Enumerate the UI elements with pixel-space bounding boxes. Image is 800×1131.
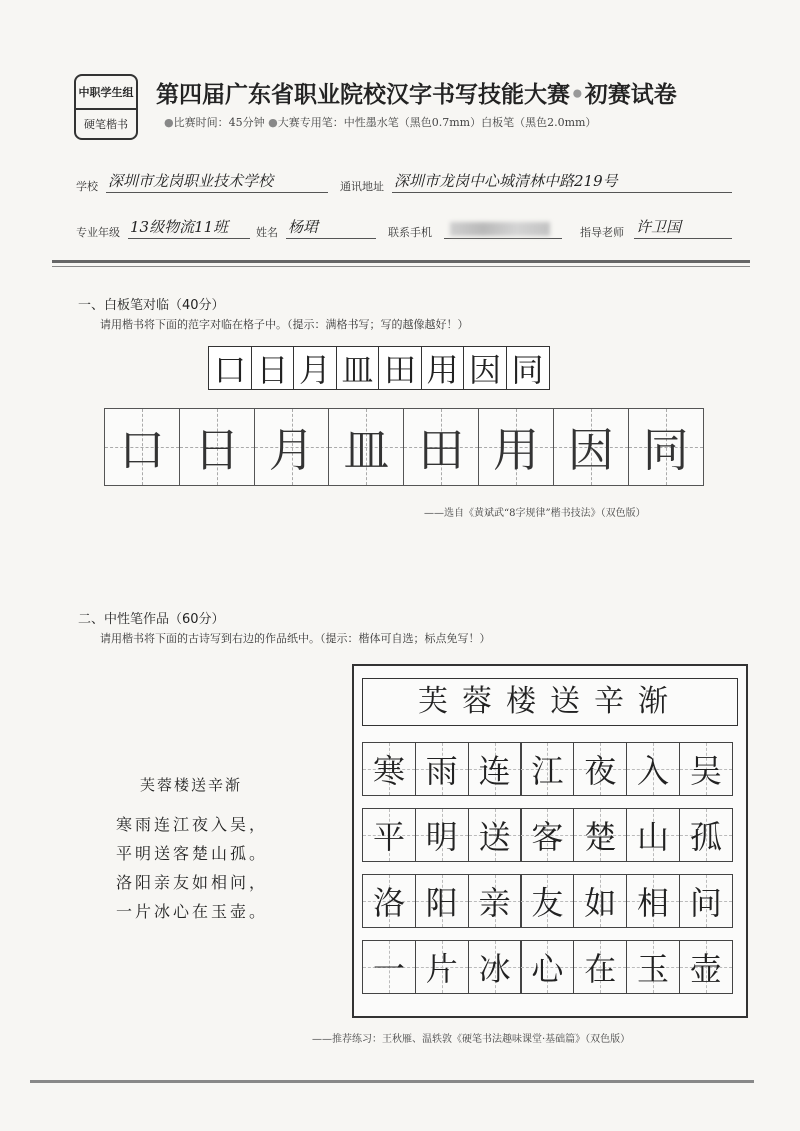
name-label: 姓名 [256,226,278,239]
work-cell [520,874,574,928]
school-label: 学校 [76,180,98,193]
group-badge [74,74,138,140]
work-paper-title: 芙蓉楼送辛渐 [362,678,738,726]
work-char: 冰 [478,950,511,988]
work-char: 江 [531,752,564,790]
poem-line: 一片冰心在玉壶。 [116,902,269,921]
work-cell [415,874,469,928]
model-char-cell: 皿 [336,346,380,390]
model-char-cell: 口 [208,346,252,390]
work-char: 夜 [584,752,617,790]
exam-rules [164,114,596,130]
work-cell [415,940,469,994]
practice-char: 因 [567,423,614,477]
work-char: 亲 [478,884,511,922]
bullet-icon: ● [268,116,278,129]
practice-char: 日 [193,423,240,477]
work-char: 心 [531,950,564,988]
grade-field: 13级物流11班 [128,216,250,239]
work-cell [362,874,416,928]
phone-label: 联系手机 [388,226,432,239]
section2-instructions: 请用楷书将下面的古诗写到右边的作品纸中。（提示：楷体可自选；标点免写！） [100,632,491,645]
header-divider-thin [52,266,750,267]
recommend-reading: ——推荐练习：王秋雁、温轶敦《硬笔书法趣味课堂·基础篇》（双色版） [312,1034,631,1045]
practice-cell [179,408,255,486]
work-cell [573,808,627,862]
work-char: 洛 [372,884,405,922]
section2-title: 二、中性笔作品（60分） [78,612,225,627]
work-char: 壶 [689,950,722,988]
work-cell [679,940,733,994]
work-cell [362,940,416,994]
work-cell [679,808,733,862]
school-field: 深圳市龙岗职业技术学校 [106,170,328,193]
phone-field [444,220,562,239]
poem-line: 平明送客楚山孤。 [116,844,269,863]
work-char: 友 [531,884,564,922]
practice-char: 皿 [343,423,390,477]
work-cell [362,742,416,796]
section1-title: 一、白板笔对临（40分） [78,298,225,313]
title-main: 第四届广东省职业院校汉字书写技能大赛 [156,82,570,108]
work-cell [520,808,574,862]
model-char-cell: 用 [421,346,465,390]
work-cell [573,742,627,796]
practice-char: 田 [418,423,465,477]
work-cell [468,874,522,928]
name-field: 杨珺 [286,216,376,239]
bullet-icon: ● [164,116,174,129]
work-cell [468,742,522,796]
model-char-cell: 因 [463,346,507,390]
exam-time: 比赛时间：45分钟 [173,116,265,129]
work-cell [626,940,680,994]
practice-char: 同 [642,423,689,477]
work-cell [415,808,469,862]
teacher-field: 许卫国 [634,216,732,239]
model-char-cell: 同 [506,346,550,390]
poem-text [116,810,268,926]
poem-line: 寒雨连江夜入吴， [116,815,269,834]
work-char: 一 [372,950,405,988]
work-cell [415,742,469,796]
work-char: 寒 [372,752,405,790]
work-char: 客 [531,818,564,856]
work-char: 入 [637,752,670,790]
work-char: 雨 [425,752,458,790]
practice-cell [628,408,704,486]
work-char: 阳 [425,884,458,922]
header-divider [52,260,750,263]
work-grid-row [362,808,732,862]
practice-cell [553,408,629,486]
practice-cell [104,408,180,486]
work-char: 吴 [689,752,722,790]
poem-line: 洛阳亲友如相问， [116,873,269,892]
title-dot: • [570,82,585,108]
practice-cell [254,408,330,486]
practice-grid [104,408,703,486]
grade-label: 专业年级 [76,226,120,239]
work-cell [468,940,522,994]
footer-divider [30,1080,754,1083]
work-char: 山 [637,818,670,856]
work-cell [626,808,680,862]
work-cell [679,874,733,928]
work-grid-row [362,874,732,928]
work-char: 平 [372,818,405,856]
work-char: 玉 [637,950,670,988]
work-char: 孤 [689,818,722,856]
work-char: 送 [478,818,511,856]
address-label: 通讯地址 [340,180,384,193]
work-char: 在 [584,950,617,988]
exam-pens: 大赛专用笔：中性墨水笔（黑色0.7mm）白板笔（黑色2.0mm） [277,116,597,129]
badge-category-label: 硬笔楷书 [84,118,128,131]
model-char-cell: 田 [378,346,422,390]
work-cell [573,940,627,994]
practice-cell [478,408,554,486]
work-grid-row [362,940,732,994]
work-char: 相 [637,884,670,922]
work-char: 连 [478,752,511,790]
work-cell [573,874,627,928]
work-char: 问 [689,884,722,922]
practice-cell [328,408,404,486]
model-char-grid [208,346,548,390]
practice-char: 用 [493,423,540,477]
work-cell [520,940,574,994]
section1-instructions: 请用楷书将下面的范字对临在格子中。（提示：满格书写；写的越像越好！） [100,318,469,331]
work-char: 楚 [584,818,617,856]
work-cell [520,742,574,796]
model-char-cell: 月 [293,346,337,390]
work-cell [679,742,733,796]
work-char: 如 [584,884,617,922]
work-cell [626,874,680,928]
practice-cell [403,408,479,486]
badge-divider [76,108,136,110]
poem-title: 芙蓉楼送辛渐 [140,776,243,794]
section1-source: ——选自《黄斌武“8字规律”楷书技法》（双色版） [424,508,646,519]
work-grid [362,742,732,994]
work-cell [468,808,522,862]
badge-group-label: 中职学生组 [78,86,134,99]
practice-char: 月 [268,423,315,477]
address-field: 深圳市龙岗中心城清林中路219号 [392,170,732,193]
model-char-cell: 日 [251,346,295,390]
work-grid-row [362,742,732,796]
teacher-label: 指导老师 [580,226,624,239]
practice-char: 口 [119,423,165,477]
page-title [156,76,677,109]
phone-redacted [450,222,550,236]
title-suffix: 初赛试卷 [584,82,677,108]
work-char: 片 [425,950,458,988]
work-cell [626,742,680,796]
work-cell [362,808,416,862]
work-char: 明 [425,818,458,856]
